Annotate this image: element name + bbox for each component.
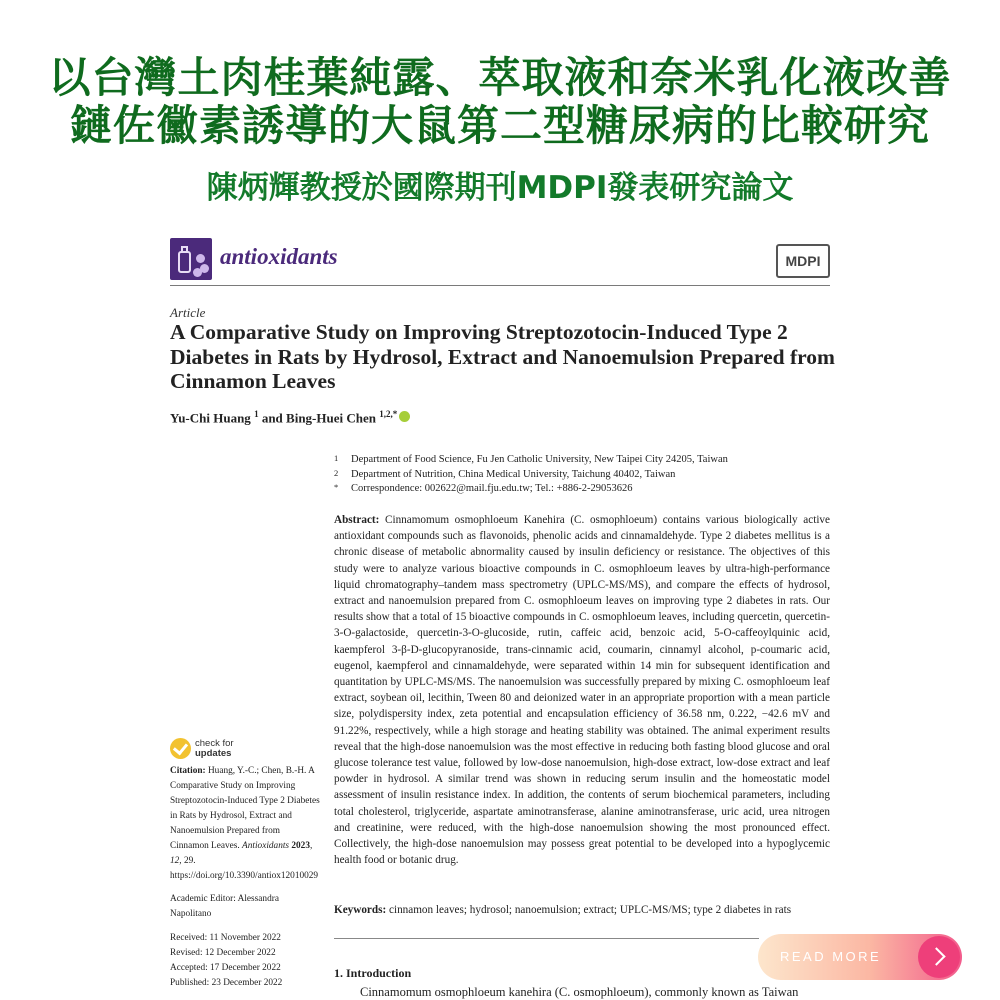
keywords-label: Keywords:: [334, 904, 387, 916]
citation-block: Citation: Huang, Y.-C.; Chen, B.-H. A Comparative Study on Improving Streptozotocin-Induced Type 2 Diabetes in Rats by Hydrosol, Extract and Nanoemulsion Prepared from Cinnamon Leaves. Antioxidants 2023, 12, 29. https://doi.org/10.3390/antiox12010029: [170, 766, 320, 881]
citation-doi: , 29. https://doi.org/10.3390/antiox12010029: [170, 856, 319, 881]
affiliation-row: 1 Department of Food Science, Fu Jen Catholic University, New Taipei City 24205, Taiwan: [334, 453, 728, 465]
mdpi-logo: MDPI: [776, 244, 830, 278]
antioxidants-logo-icon: [170, 238, 212, 280]
author-name: Yu-Chi Huang: [170, 410, 251, 426]
citation-label: Citation:: [170, 766, 206, 776]
banner-subheadline: 陳炳輝教授於國際期刊MDPI發表研究論文: [206, 170, 794, 206]
journal-name: antioxidants: [220, 244, 338, 269]
publication-dates: [170, 931, 320, 991]
keywords: [334, 904, 844, 916]
affiliation-row: 2 Department of Nutrition, China Medical University, Taichung 40402, Taiwan: [334, 467, 676, 480]
date-accepted: Accepted: 17 December 2022: [170, 963, 281, 973]
section-divider: [334, 938, 759, 939]
citation-year: 2023: [291, 841, 310, 851]
article-type: Article: [170, 305, 206, 320]
author-name: Bing-Huei Chen: [286, 410, 376, 426]
journal-header: [170, 236, 830, 286]
abstract-label: Abstract:: [334, 514, 380, 526]
citation-journal: Antioxidants: [242, 841, 290, 851]
read-more-button[interactable]: [758, 934, 962, 980]
check-for-updates-badge[interactable]: [170, 738, 290, 762]
chevron-right-icon: [918, 936, 960, 978]
keywords-text: cinnamon leaves; hydrosol; nanoemulsion; extract; UPLC-MS/MS; type 2 diabetes in rats: [389, 904, 792, 916]
check-updates-line-1: check for: [195, 738, 234, 749]
author-conjunction: and: [261, 410, 283, 426]
correspondence-row: * Correspondence: 002622@mail.fju.edu.tw; Tel.: +886-2-29053626: [334, 482, 633, 494]
date-revised: Revised: 12 December 2022: [170, 948, 276, 958]
read-more-label: READ MORE: [780, 949, 882, 964]
author-list: [170, 409, 410, 426]
author-affiliation-mark: 1: [254, 409, 259, 419]
abstract: [334, 512, 830, 868]
check-updates-line-2: updates: [195, 748, 232, 759]
introduction-heading: 1. Introduction: [334, 966, 412, 980]
orcid-icon[interactable]: [399, 411, 410, 422]
paper-title: A Comparative Study on Improving Streptozotocin-Induced Type 2 Diabetes in Rats by Hydrosol, Extract and Nanoemulsion Prepared from Cinnamon Leaves: [170, 320, 835, 393]
academic-editor: Academic Editor: Alessandra Napolitano: [170, 894, 279, 919]
citation-text: Huang, Y.-C.; Chen, B.-H. A Comparative Study on Improving Streptozotocin-Induced Type 2 Diabetes in Rats by Hydrosol, Extract and Nanoemulsion Prepared from Cinnamon Leaves.: [170, 766, 320, 851]
date-received: Received: 11 November 2022: [170, 933, 281, 943]
banner-headline-line-1: 以台灣土肉桂葉純露、萃取液和奈米乳化液改善: [48, 53, 952, 102]
author-affiliation-mark: 1,2,*: [379, 409, 398, 419]
date-published: Published: 23 December 2022: [170, 978, 283, 988]
citation-volume: 12: [170, 856, 180, 866]
introduction-first-line: Cinnamomum osmophloeum kanehira (C. osmophloeum), commonly known as Taiwan: [360, 985, 799, 999]
affiliations: [334, 453, 728, 497]
banner-headline-line-2: 鏈佐黴素誘導的大鼠第二型糖尿病的比較研究: [69, 101, 930, 150]
checkmark-icon: [170, 738, 191, 759]
abstract-text: Cinnamomum osmophloeum Kanehira (C. osmophloeum) contains various biologically active antioxidant compounds such as flavonoids, phenolic acids and cinnamaldehyde. Type 2 diabetes mellitus is a chronic disease of metabolic abnormality caused by insulin deficiency or resistance. The objectives of this study were to analyze various bioactive compounds in C. osmophloeum leaves by ultra-high-performance liquid chromatography–tandem mass spectrometry (UPLC-MS/MS), and compare the effects of hydrosol, extract and nanoemulsion prepared from C. osmophloeum leaves on improving type 2 diabetes in rats. Our results show that a total of 15 bioactive compounds in C. osmophloeum leaves, including quercetin, quercetin-3-O-galactoside, quercetin-3-O-glucoside, rutin, caffeic acid, benzoic acid, 5-O-caffeoylquinic acid, kaempferol 3-β-D-glucopyranoside, trans-cinnamic acid, coumarin, cinnamyl alcohol, p-coumaric acid, eugenol, kaempferol and cinnamaldehyde, were separated within 14 min for subsequent identification and quantitation by UPLC-MS/MS. The nanoemulsion was successfully prepared by mixing C. osmophloeum leaf extract, soybean oil, lecithin, Tween 80 and deionized water in an appropriate proportion with a mean particle size, polydispersity index, zeta potential and encapsulation efficiency of 36.58 nm, 0.222, −42.6 mV and 91.22%, respectively, while a high storage and heating stability was obtained. The animal experiment results reveal that the high-dose nanoemulsion was the most effective in reducing both fasting blood glucose and oral glucose tolerance test value, followed by low-dose nanoemulsion, high-dose extract, low-dose extract and leaf powder in hydrosol. A similar trend was shown in reducing serum insulin and the homeostatic model assessment of insulin resistance index. In addition, the contents of serum biochemical parameters, including total cholesterol, triglyceride, aspartate aminotransferase, alanine aminotransferase, uric acid, urea nitrogen and creatinine, were reduced, with the high-dose nanoemulsion showing the most pronounced effect. Collectively, the high-dose nanoemulsion may possess great potential to be developed into a hypoglycemic health food or botanic drug.: [334, 514, 830, 867]
